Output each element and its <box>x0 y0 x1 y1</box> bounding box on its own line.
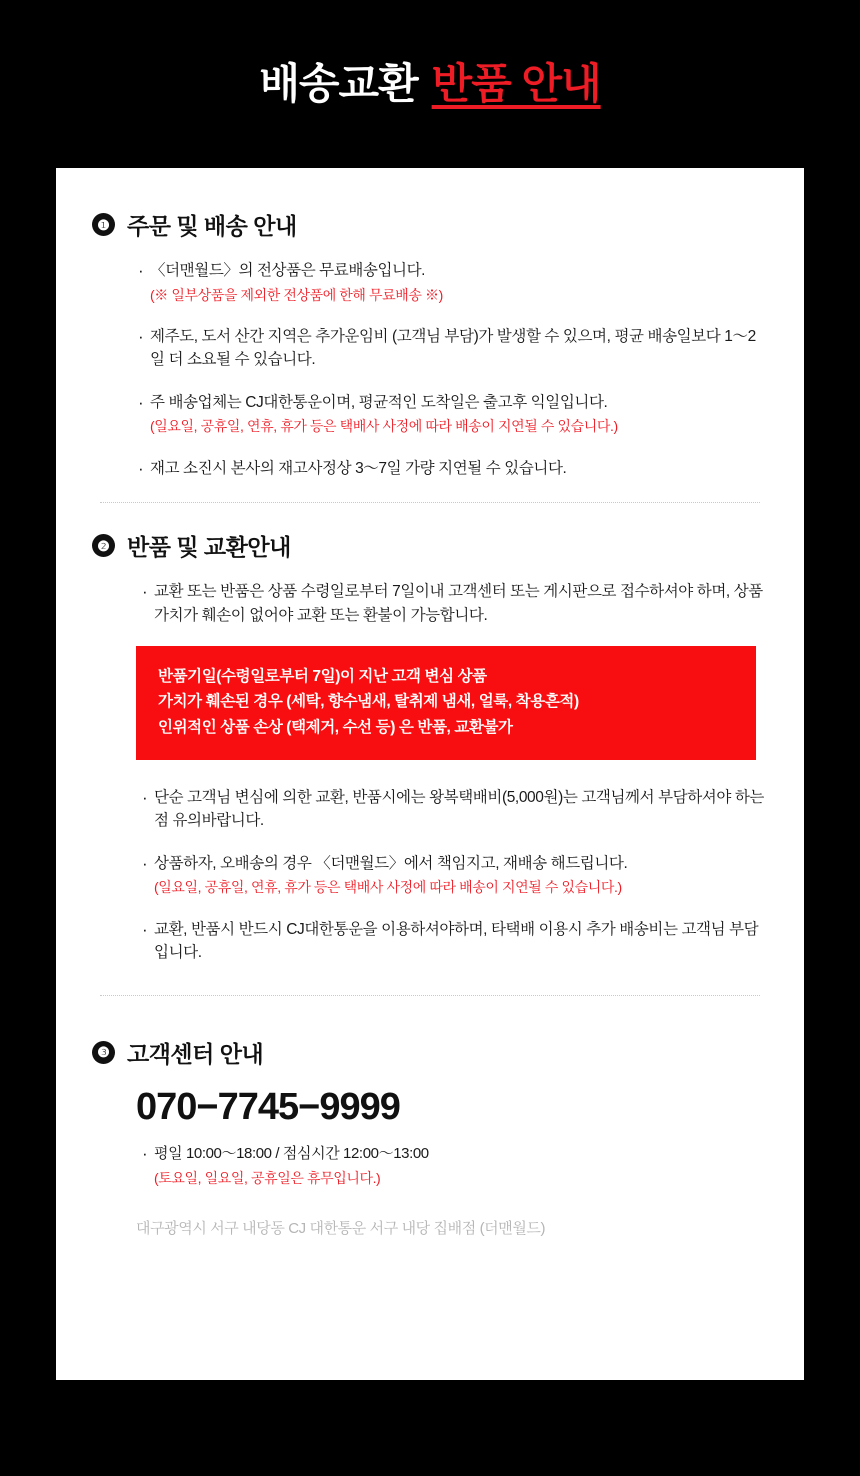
section-title-3: 고객센터 안내 <box>127 1040 264 1067</box>
company-address: 대구광역시 서구 내당동 CJ 대한통운 서구 내당 집배점 (더맨월드) <box>136 1220 546 1238</box>
list-item <box>140 1142 768 1189</box>
list-item <box>140 786 768 833</box>
section-title-2: 반품 및 교환안내 <box>127 534 291 561</box>
section-heading-order-delivery <box>92 208 768 241</box>
divider-1 <box>100 502 760 503</box>
list-item-note: (일요일, 공휴일, 연휴, 휴가 등은 택배사 사정에 따라 배송이 지연될 수 있습니다.) <box>150 418 618 435</box>
list-item-text: 〈더맨월드〉의 전상품은 무료배송입니다. <box>150 262 426 279</box>
list-item <box>140 580 768 627</box>
section-title-1: 주문 및 배송 안내 <box>127 213 297 239</box>
list-item <box>136 457 768 481</box>
divider-2 <box>100 995 760 996</box>
warning-line: 반품기일(수령일로부터 7일)이 지난 고객 변심 상품 <box>158 668 487 686</box>
warning-line: 가치가 훼손된 경우 (세탁, 향수냄새, 탈취제 냄새, 얼룩, 착용흔적) <box>158 693 579 711</box>
list-item <box>136 391 768 438</box>
list-item-text: 교환, 반품시 반드시 CJ대한통운을 이용하셔야하며, 타택배 이용시 추가 배송비는 고객님 부담입니다. <box>154 920 759 962</box>
section-heading-customer-center <box>92 1036 768 1069</box>
section-number-1: ❶ <box>92 213 115 236</box>
list-item-text: 재고 소진시 본사의 재고사정상 3〜7일 가량 지연될 수 있습니다. <box>150 459 567 477</box>
customer-center-hours: 평일 10:00〜18:00 / 점심시간 12:00〜13:00 <box>154 1145 429 1163</box>
list-item-text: 교환 또는 반품은 상품 수령일로부터 7일이내 고객센터 또는 게시판으로 접수하셔야 하며, 상품가치가 훼손이 없어야 교환 또는 환불이 가능합니다. <box>154 583 763 624</box>
page-title-white: 배송교환 <box>259 60 418 107</box>
warning-line: 인위적인 상품 손상 (택제거, 수선 등) 은 반품, 교환불가 <box>158 718 513 736</box>
list-item-note: (※ 일부상품을 제외한 전상품에 한해 무료배송 ※) <box>150 286 443 303</box>
return-exchange-list-bottom <box>92 786 768 965</box>
list-item <box>136 325 768 372</box>
page-header <box>0 0 860 168</box>
customer-center-hours-list <box>92 1142 768 1189</box>
order-delivery-list <box>92 259 768 480</box>
content-card <box>56 168 804 1380</box>
list-item <box>140 918 768 965</box>
list-item-text: 단순 고객님 변심에 의한 교환, 반품시에는 왕복택배비(5,000원)는 고객님께서 부담하셔야 하는 점 유의바랍니다. <box>154 788 765 830</box>
page-title <box>259 60 601 107</box>
customer-center-phone[interactable]: 070−7745−9999 <box>136 1085 400 1128</box>
list-item-text: 제주도, 도서 산간 지역은 추가운임비 (고객님 부담)가 발생할 수 있으며, 평균 배송일보다 1〜2일 더 소요될 수 있습니다. <box>150 327 756 369</box>
list-item <box>136 259 768 306</box>
list-item-note: (일요일, 공휴일, 연휴, 휴가 등은 택배사 사정에 따라 배송이 지연될 수 있습니다.) <box>154 879 622 896</box>
section-heading-return-exchange <box>92 529 768 562</box>
customer-center-hours-note: (토요일, 일요일, 공휴일은 휴무입니다.) <box>154 1170 381 1187</box>
section-number-2: ❷ <box>92 534 115 557</box>
return-exchange-list-top <box>92 580 768 627</box>
section-number-3: ❸ <box>92 1041 115 1064</box>
list-item <box>140 852 768 899</box>
page-title-red: 반품 안내 <box>431 60 601 107</box>
list-item-text: 상품하자, 오배송의 경우 〈더맨월드〉에서 책임지고, 재배송 해드립니다. <box>154 854 628 872</box>
warning-box <box>136 646 756 759</box>
list-item-text: 주 배송업체는 CJ대한통운이며, 평균적인 도착일은 출고후 익일입니다. <box>150 393 608 411</box>
